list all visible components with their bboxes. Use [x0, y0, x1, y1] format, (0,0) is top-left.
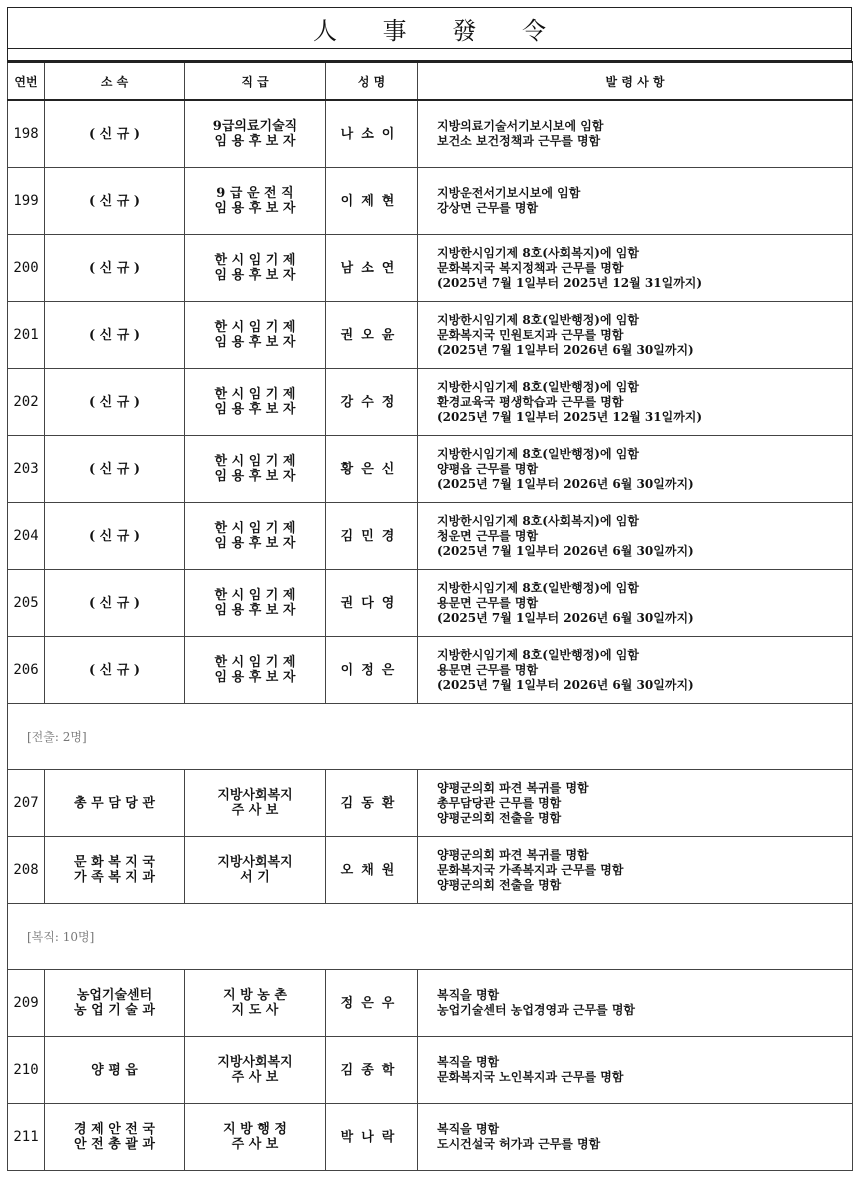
title-char: 令: [521, 16, 546, 45]
header-rank: 직 급: [185, 62, 326, 100]
note-line: 청운면 근무를 명함: [437, 528, 539, 543]
section-reinstatement-label: [복직: 10명]: [8, 904, 853, 970]
affiliation-line: ( 신 규 ): [89, 528, 140, 544]
row-name: 오채원: [326, 837, 418, 904]
row-number: 208: [8, 837, 45, 904]
row-affiliation: [45, 436, 185, 503]
affiliation-line: 안 전 총 괄 과: [74, 1137, 155, 1152]
rank-line: 임 용 후 보 자: [214, 402, 296, 417]
affiliation-line: 경 제 안 전 국: [74, 1122, 155, 1137]
row-affiliation: [45, 1037, 185, 1104]
row-affiliation: [45, 235, 185, 302]
rank-line: 임 용 후 보 자: [214, 670, 296, 685]
rank-line: 지 도 사: [231, 1003, 279, 1018]
row-name: 김종학: [326, 1037, 418, 1104]
table-row: [8, 302, 853, 369]
note-line: 양평군의회 파견 복귀를 명함: [437, 847, 589, 862]
note-line: (2025년 7월 1일부터 2026년 6월 30일까지): [437, 342, 694, 357]
note-line: 총무담당관 근무를 명함: [437, 795, 562, 810]
row-number: 206: [8, 637, 45, 704]
affiliation-line: 농업기술센터: [76, 988, 153, 1003]
row-affiliation: [45, 100, 185, 168]
note-line: 지방운전서기보시보에 임함: [437, 186, 581, 200]
row-name: 권다영: [326, 570, 418, 637]
rank-line: 임 용 후 보 자: [214, 536, 296, 551]
affiliation-line: 양 평 읍: [91, 1062, 138, 1078]
rank-line: 한 시 임 기 제: [214, 387, 296, 402]
table-row: [8, 570, 853, 637]
rank-line: 한 시 임 기 제: [214, 588, 296, 603]
affiliation-line: ( 신 규 ): [89, 260, 140, 276]
row-rank: [185, 100, 326, 168]
note-line: 도시건설국 허가과 근무를 명함: [437, 1137, 601, 1151]
row-note: [418, 235, 853, 302]
affiliation-line: ( 신 규 ): [89, 595, 140, 611]
row-rank: [185, 235, 326, 302]
row-affiliation: [45, 970, 185, 1037]
row-note: [418, 168, 853, 235]
note-line: 지방한시임기제 8호(일반행정)에 임함: [437, 379, 639, 394]
row-affiliation: [45, 770, 185, 837]
note-line: 문화복지국 노인복지과 근무를 명함: [437, 1070, 624, 1084]
row-number: 205: [8, 570, 45, 637]
row-affiliation: [45, 302, 185, 369]
note-line: (2025년 7월 1일부터 2025년 12월 31일까지): [437, 409, 703, 424]
row-affiliation: [45, 503, 185, 570]
note-line: 문화복지국 가족복지과 근무를 명함: [437, 862, 624, 877]
affiliation-line: ( 신 규 ): [89, 394, 140, 410]
note-line: 농업기술센터 농업경영과 근무를 명함: [437, 1003, 636, 1017]
row-note: [418, 369, 853, 436]
rank-line: 한 시 임 기 제: [214, 655, 296, 670]
rank-line: 지방사회복지: [217, 855, 293, 870]
row-rank: [185, 970, 326, 1037]
row-note: [418, 100, 853, 168]
row-name: 이정은: [326, 637, 418, 704]
row-number: 198: [8, 100, 45, 168]
note-line: 양평군의회 파견 복귀를 명함: [437, 780, 589, 795]
header-no: 연번: [8, 62, 45, 100]
row-number: 209: [8, 970, 45, 1037]
title-gap: [7, 49, 852, 61]
row-number: 199: [8, 168, 45, 235]
note-line: 용문면 근무를 명함: [437, 595, 539, 610]
row-affiliation: [45, 570, 185, 637]
note-line: (2025년 7월 1일부터 2026년 6월 30일까지): [437, 543, 694, 558]
note-line: 강상면 근무를 명함: [437, 201, 539, 215]
affiliation-line: 가 족 복 지 과: [74, 870, 155, 885]
row-name: 권오윤: [326, 302, 418, 369]
row-note: [418, 770, 853, 837]
rank-line: 한 시 임 기 제: [214, 253, 296, 268]
note-line: 환경교육국 평생학습과 근무를 명함: [437, 394, 624, 409]
note-line: 지방한시임기제 8호(일반행정)에 임함: [437, 446, 639, 461]
table-row: [8, 1037, 853, 1104]
note-line: 지방한시임기제 8호(일반행정)에 임함: [437, 312, 639, 327]
row-name: 이제현: [326, 168, 418, 235]
row-note: [418, 302, 853, 369]
affiliation-line: ( 신 규 ): [89, 126, 140, 142]
note-line: 용문면 근무를 명함: [437, 662, 539, 677]
note-line: 복직을 명함: [437, 988, 500, 1002]
row-rank: [185, 369, 326, 436]
row-rank: [185, 837, 326, 904]
rank-line: 임 용 후 보 자: [214, 134, 296, 149]
note-line: 지방한시임기제 8호(일반행정)에 임함: [437, 580, 639, 595]
rank-line: 주 사 보: [231, 1070, 279, 1085]
affiliation-line: ( 신 규 ): [89, 662, 140, 678]
table-row: [8, 970, 853, 1037]
affiliation-line: 문 화 복 지 국: [74, 855, 155, 870]
row-number: 211: [8, 1104, 45, 1171]
affiliation-line: 총 무 담 당 관: [74, 795, 155, 811]
title-char: 人: [313, 16, 338, 45]
row-note: [418, 503, 853, 570]
row-affiliation: [45, 637, 185, 704]
row-name: 강수정: [326, 369, 418, 436]
row-rank: [185, 503, 326, 570]
row-name: 남소연: [326, 235, 418, 302]
note-line: 지방한시임기제 8호(일반행정)에 임함: [437, 647, 639, 662]
note-line: 복직을 명함: [437, 1055, 500, 1069]
note-line: 양평군의회 전출을 명함: [437, 877, 562, 892]
rank-line: 한 시 임 기 제: [214, 454, 296, 469]
note-line: (2025년 7월 1일부터 2026년 6월 30일까지): [437, 610, 694, 625]
rank-line: 임 용 후 보 자: [214, 603, 296, 618]
row-note: [418, 1037, 853, 1104]
row-number: 201: [8, 302, 45, 369]
table-row: [8, 1104, 853, 1171]
appointment-document: [7, 7, 852, 1171]
row-name: 김민경: [326, 503, 418, 570]
table-row: [8, 369, 853, 436]
section-transfer-out: [8, 704, 853, 770]
row-affiliation: [45, 369, 185, 436]
row-rank: [185, 770, 326, 837]
row-name: 정은우: [326, 970, 418, 1037]
row-number: 204: [8, 503, 45, 570]
row-note: [418, 1104, 853, 1171]
note-line: 문화복지국 복지정책과 근무를 명함: [437, 260, 624, 275]
note-line: 양평읍 근무를 명함: [437, 461, 539, 476]
row-note: [418, 436, 853, 503]
note-line: (2025년 7월 1일부터 2026년 6월 30일까지): [437, 476, 694, 491]
rank-line: 임 용 후 보 자: [214, 201, 296, 216]
table-row: [8, 637, 853, 704]
row-number: 207: [8, 770, 45, 837]
affiliation-line: 농 업 기 술 과: [74, 1003, 155, 1018]
row-name: 나소이: [326, 100, 418, 168]
header-note: 발 령 사 항: [418, 62, 853, 100]
note-line: 문화복지국 민원토지과 근무를 명함: [437, 327, 624, 342]
section-transfer-out-label: [전출: 2명]: [8, 704, 853, 770]
row-note: [418, 970, 853, 1037]
row-number: 203: [8, 436, 45, 503]
table-row: [8, 168, 853, 235]
rank-line: 지방사회복지: [217, 788, 293, 803]
rank-line: 지 방 행 정: [223, 1122, 287, 1137]
row-affiliation: [45, 837, 185, 904]
title-char: 發: [452, 16, 477, 45]
row-note: [418, 837, 853, 904]
row-rank: [185, 637, 326, 704]
document-title: [294, 11, 565, 46]
note-line: (2025년 7월 1일부터 2025년 12월 31일까지): [437, 275, 703, 290]
table-row: [8, 837, 853, 904]
appointment-table: [7, 61, 853, 1171]
table-row: [8, 436, 853, 503]
row-affiliation: [45, 168, 185, 235]
row-note: [418, 637, 853, 704]
table-row: [8, 770, 853, 837]
rank-line: 한 시 임 기 제: [214, 521, 296, 536]
title-char: 事: [382, 16, 407, 45]
rank-line: 지 방 농 촌: [223, 988, 287, 1003]
affiliation-line: ( 신 규 ): [89, 193, 140, 209]
rank-line: 서 기: [240, 870, 270, 885]
title-box: [7, 7, 852, 49]
note-line: 양평군의회 전출을 명함: [437, 810, 562, 825]
note-line: 복직을 명함: [437, 1122, 500, 1136]
row-rank: [185, 570, 326, 637]
note-line: 보건소 보건정책과 근무를 명함: [437, 134, 601, 148]
row-number: 200: [8, 235, 45, 302]
header-affiliation: 소 속: [45, 62, 185, 100]
row-name: 박나락: [326, 1104, 418, 1171]
rank-line: 주 사 보: [231, 1137, 279, 1152]
row-note: [418, 570, 853, 637]
row-rank: [185, 436, 326, 503]
table-row: [8, 100, 853, 168]
note-line: 지방의료기술서기보시보에 임함: [437, 119, 604, 133]
row-rank: [185, 1037, 326, 1104]
table-row: [8, 503, 853, 570]
rank-line: 임 용 후 보 자: [214, 268, 296, 283]
note-line: 지방한시임기제 8호(사회복지)에 임함: [437, 245, 639, 260]
row-name: 황은신: [326, 436, 418, 503]
row-rank: [185, 1104, 326, 1171]
row-number: 202: [8, 369, 45, 436]
rank-line: 임 용 후 보 자: [214, 469, 296, 484]
rank-line: 9 급 운 전 직: [216, 186, 294, 201]
rank-line: 9급의료기술직: [212, 119, 298, 134]
rank-line: 지방사회복지: [217, 1055, 293, 1070]
row-rank: [185, 302, 326, 369]
row-rank: [185, 168, 326, 235]
header-name: 성 명: [326, 62, 418, 100]
section-reinstatement: [8, 904, 853, 970]
note-line: 지방한시임기제 8호(사회복지)에 임함: [437, 513, 639, 528]
rank-line: 주 사 보: [231, 803, 279, 818]
table-row: [8, 235, 853, 302]
row-name: 김동환: [326, 770, 418, 837]
table-header-row: [8, 62, 853, 100]
rank-line: 한 시 임 기 제: [214, 320, 296, 335]
affiliation-line: ( 신 규 ): [89, 461, 140, 477]
rank-line: 임 용 후 보 자: [214, 335, 296, 350]
row-affiliation: [45, 1104, 185, 1171]
note-line: (2025년 7월 1일부터 2026년 6월 30일까지): [437, 677, 694, 692]
row-number: 210: [8, 1037, 45, 1104]
affiliation-line: ( 신 규 ): [89, 327, 140, 343]
